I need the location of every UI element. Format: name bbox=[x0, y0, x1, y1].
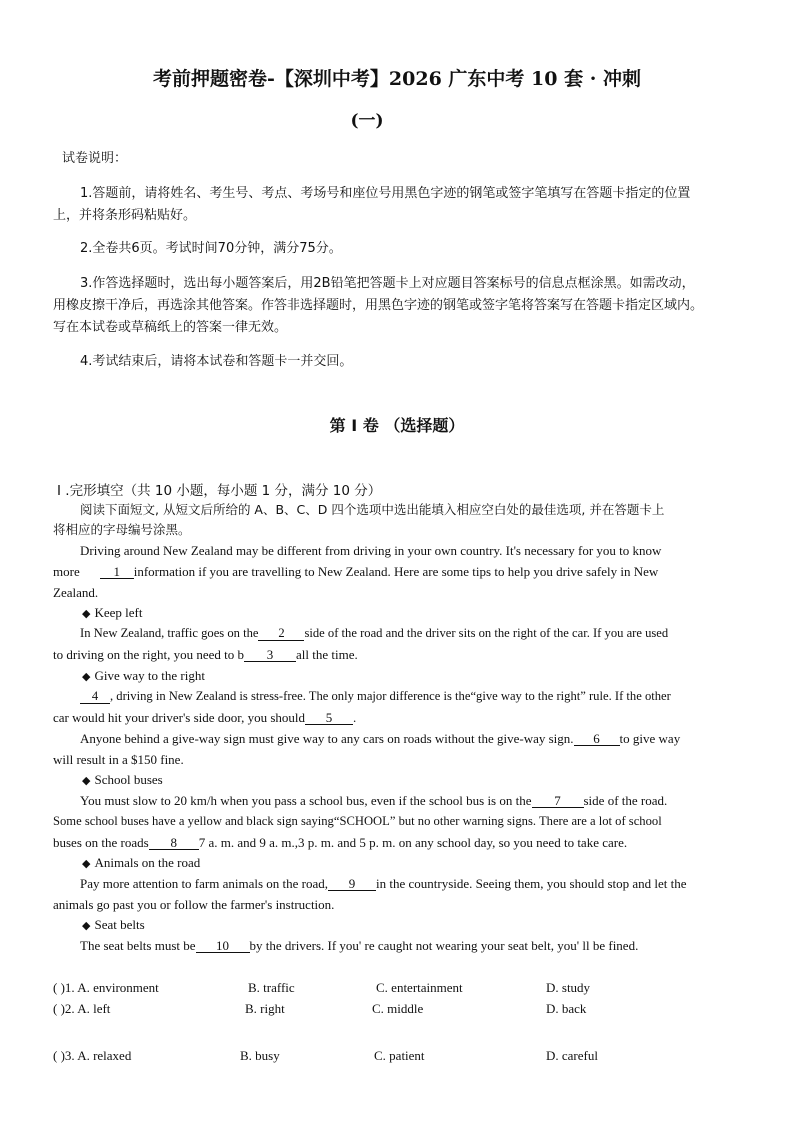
blank-9: 9 bbox=[328, 877, 376, 891]
question-3-option-d[interactable]: D. careful bbox=[546, 1048, 598, 1063]
passage-line: buses on the roads 8 7 a. m. and 9 a. m.,3 p. m. and 5 p. m. on any school day, so you need to take care. bbox=[53, 835, 628, 850]
section-directions-line-1: 阅读下面短文, 从短文后所给的 A、B、C、D 四个选项中选出能填入相应空白处的最佳选项, 并在答题卡上 bbox=[80, 502, 665, 517]
instruction-3-line-2: 用橡皮擦干净后，再选涂其他答案。作答非选择题时，用黑色字迹的钢笔或签字笔将答案写在答题卡指定区域内。 bbox=[53, 298, 704, 313]
instruction-3-line-1: 3.作答选择题时，选出每小题答案后，用2B铅笔把答题卡上对应题目答案标号的信息点框涂黑。如需改动， bbox=[80, 276, 695, 291]
passage-line: will result in a $150 fine. bbox=[53, 752, 184, 767]
exam-subtitle: (一) bbox=[350, 111, 384, 131]
subheading-school-buses: ◆ School buses bbox=[82, 772, 163, 787]
question-1-option-b[interactable]: B. traffic bbox=[248, 980, 295, 995]
passage-line: The seat belts must be 10 by the drivers. If you' re caught not wearing your seat belt, you' ll be fined. bbox=[80, 938, 639, 953]
part-title: 第 I 卷 （选择题） bbox=[329, 416, 465, 435]
blank-2: 2 bbox=[258, 627, 304, 641]
instructions-heading: 试卷说明： bbox=[62, 151, 128, 166]
passage-line: to driving on the right, you need to b 3 all the time. bbox=[53, 647, 358, 662]
question-1-option-a[interactable]: ( )1. A. environment bbox=[53, 980, 159, 995]
blank-7: 7 bbox=[532, 794, 584, 808]
exam-title: 考前押题密卷-【深圳中考】2026 广东中考 10 套 · 冲刺 bbox=[153, 68, 641, 90]
instruction-1-line-2: 上，并将条形码粘贴好。 bbox=[53, 208, 197, 223]
passage-line: Driving around New Zealand may be different from driving in your own country. It's necessary for you to know bbox=[80, 543, 662, 558]
question-1-option-c[interactable]: C. entertainment bbox=[376, 980, 463, 995]
question-3-option-b[interactable]: B. busy bbox=[240, 1048, 280, 1063]
passage-line: You must slow to 20 km/h when you pass a school bus, even if the school bus is on the 7 side of the road. bbox=[80, 793, 668, 808]
passage-line: Pay more attention to farm animals on the road, 9 in the countryside. Seeing them, you should stop and let the bbox=[80, 876, 687, 891]
section-directions-line-2: 将相应的字母编号涂黑。 bbox=[53, 522, 191, 537]
instruction-1-line-1: 1.答题前，请将姓名、考生号、考点、考场号和座位号用黑色字迹的钢笔或签字笔填写在答题卡指定的位置 bbox=[80, 186, 691, 201]
passage-line: more 1 information if you are travelling to New Zealand. Here are some tips to help you drive safely in New bbox=[53, 564, 659, 579]
blank-1: 1 bbox=[100, 565, 134, 579]
diamond-bullet-icon: ◆ bbox=[82, 920, 91, 932]
subheading-keep-left: ◆ Keep left bbox=[82, 605, 143, 620]
diamond-bullet-icon: ◆ bbox=[82, 775, 91, 787]
question-3-option-a[interactable]: ( )3. A. relaxed bbox=[53, 1048, 132, 1063]
passage-line: Anyone behind a give-way sign must give way to any cars on roads without the give-way sign. 6 to give way bbox=[80, 731, 681, 746]
instruction-3-line-3: 写在本试卷或草稿纸上的答案一律无效。 bbox=[53, 320, 288, 335]
diamond-bullet-icon: ◆ bbox=[82, 671, 91, 683]
blank-10: 10 bbox=[196, 939, 250, 953]
subheading-give-way: ◆ Give way to the right bbox=[82, 668, 205, 683]
section-heading: I .完形填空（共 10 小题，每小题 1 分，满分 10 分） bbox=[57, 483, 382, 499]
instruction-4: 4.考试结束后，请将本试卷和答题卡一并交回。 bbox=[80, 354, 353, 369]
passage-line: animals go past you or follow the farmer's instruction. bbox=[53, 897, 335, 912]
question-2-option-b[interactable]: B. right bbox=[245, 1001, 285, 1016]
question-2-option-a[interactable]: ( )2. A. left bbox=[53, 1001, 111, 1016]
instruction-2: 2.全卷共6页。考试时间70分钟，满分75分。 bbox=[80, 241, 342, 256]
question-3-option-c[interactable]: C. patient bbox=[374, 1048, 425, 1063]
passage-line: In New Zealand, traffic goes on the 2 side of the road and the driver sits on the right of the car. If you are used bbox=[80, 626, 669, 640]
question-2-option-d[interactable]: D. back bbox=[546, 1001, 587, 1016]
blank-4: 4 bbox=[80, 690, 110, 704]
passage-line: Zealand. bbox=[53, 585, 99, 600]
question-2-option-c[interactable]: C. middle bbox=[372, 1001, 424, 1016]
blank-6: 6 bbox=[574, 732, 620, 746]
passage-line: Some school buses have a yellow and black sign saying“SCHOOL” but no other warning signs. There are a lot of school bbox=[53, 814, 662, 828]
blank-5: 5 bbox=[305, 711, 353, 725]
diamond-bullet-icon: ◆ bbox=[82, 858, 91, 870]
passage-line: car would hit your driver's side door, you should 5 . bbox=[53, 710, 357, 725]
subheading-seat-belts: ◆ Seat belts bbox=[82, 917, 145, 932]
subheading-animals: ◆ Animals on the road bbox=[82, 855, 201, 870]
diamond-bullet-icon: ◆ bbox=[82, 608, 91, 620]
question-1-option-d[interactable]: D. study bbox=[546, 980, 591, 995]
passage-line: 4 , driving in New Zealand is stress-free. The only major difference is the“give way to the right” rule. If the other bbox=[80, 689, 671, 704]
blank-8: 8 bbox=[149, 836, 199, 850]
blank-3: 3 bbox=[244, 648, 296, 662]
